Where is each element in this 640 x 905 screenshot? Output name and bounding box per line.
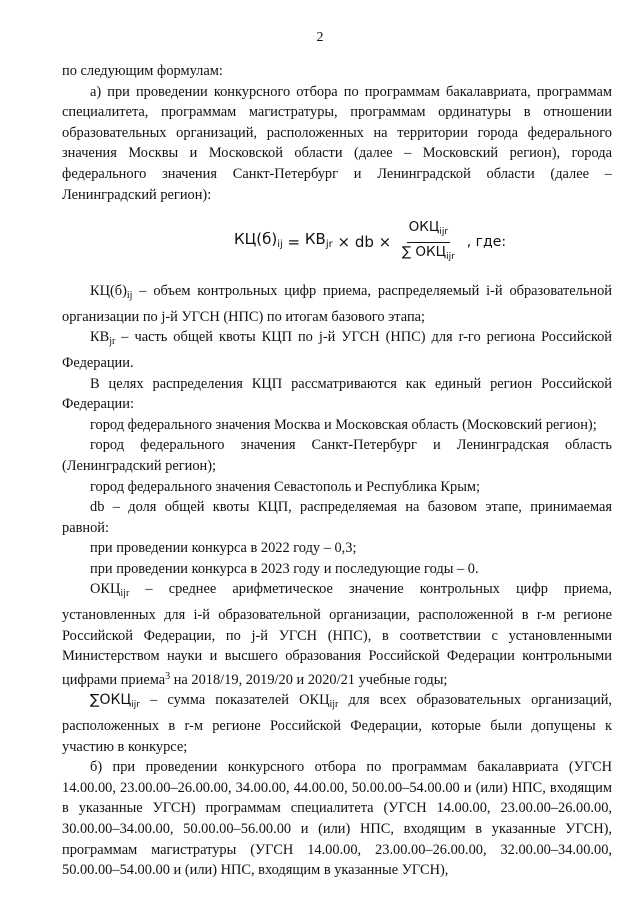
- document-body: [62, 61, 612, 881]
- formula-suffix: , где:: [466, 234, 507, 251]
- page-number: 2: [316, 30, 324, 45]
- lead-text: по следующим формулам:: [62, 63, 223, 79]
- fraction-numerator: $ОКЦ_{ijr}$: [407, 219, 450, 243]
- definition-db: db – доля общей квоты КЦП, распределяемая на базовом этапе, принимаемая равной:: [62, 499, 612, 536]
- definition-kv: $КВ_{jr}$ – часть общей квоты КЦП по j-й УГСН (НПС) для r-го региона Российской Федерации.: [62, 329, 612, 371]
- formula-kv: $КВ_{jr}$: [304, 230, 333, 251]
- formula-times-db: × db ×: [332, 233, 396, 252]
- region-item: город федерального значения Севастополь и Республика Крым;: [90, 478, 480, 495]
- definition-kcb: $КЦ(б)_{ij}$ – объем контрольных цифр приема, распределяемый i-й образовательной организации по j-й УГСН (НПС) по итогам базового этапа;: [62, 283, 612, 325]
- formula-lhs: $КЦ(б)_{ij}$: [233, 230, 283, 251]
- definition-sum: $\sum ОКЦ_{ijr}$ – сумма показателей $ОКЦ_{ijr}$ для всех образовательных организаций, расположенных в r-м регионе Российской Федерации, которые были допущены к участию в конкурсе;: [62, 692, 612, 755]
- region-item: город федерального значения Москва и Московская область (Московский регион);: [90, 416, 597, 433]
- footnote-marker: 3: [165, 670, 171, 682]
- region-item: город федерального значения Санкт-Петербург и Ленинградская область (Ленинградский регион);: [62, 437, 612, 474]
- db-value-item: при проведении конкурса в 2022 году – 0,3;: [90, 540, 357, 557]
- formula-kcb: [128, 219, 612, 266]
- formula-eq: =: [282, 233, 305, 252]
- formula-fraction: [400, 219, 457, 266]
- item-a-paragraph: а) при проведении конкурсного отбора по программам бакалавриата, программам специалитета, программам магистратуры, программам ординатуры в отношении образовательных организаций, расположенных на территории города федерального значения Москвы и Московской области (далее – Московский регион), города федерального значения Санкт-Петербург и Ленинградской области (далее – Ленинградский регион):: [62, 83, 612, 203]
- regions-intro: В целях распределения КЦП рассматриваются как единый регион Российской Федерации:: [62, 375, 612, 413]
- item-b-paragraph: б) при проведении конкурсного отбора по программам бакалавриата (УГСН 14.00.00, 23.00.00–26.00.00, 34.00.00, 44.00.00, 50.00.00–54.00.00 и (или) НПС, входящим в указанные УГСН) программам специалитета (УГСН 14.00.00, 23.00.00–26.00.00, 30.00.00–34.00.00, 50.00.00–56.00.00 и (или) НПС, входящим в указанные УГСН), программам магистратуры (УГСН 14.00.00, 23.00.00–26.00.00, 32.00.00–34.00.00, 50.00.00–54.00.00 и (или) НПС, входящим в указанные УГСН),: [62, 759, 612, 879]
- definition-okc: $ОКЦ_{ijr}$ – среднее арифметическое значение контрольных цифр приема, установленных для i-й образовательной организации, расположенной в r-м регионе Российской Федерации, по j-й УГСН (НПС), в соответствии с установленными Министерством науки и высшего образования Российской Федерации контрольными цифрами приема$^3$ на 2018/19, 2019/20 и 2020/21 учебные годы;: [62, 581, 612, 688]
- db-value-item: при проведении конкурса в 2023 году и последующие годы – 0.: [90, 560, 479, 577]
- fraction-denominator: ∑ $ОКЦ_{ijr}$: [401, 244, 455, 263]
